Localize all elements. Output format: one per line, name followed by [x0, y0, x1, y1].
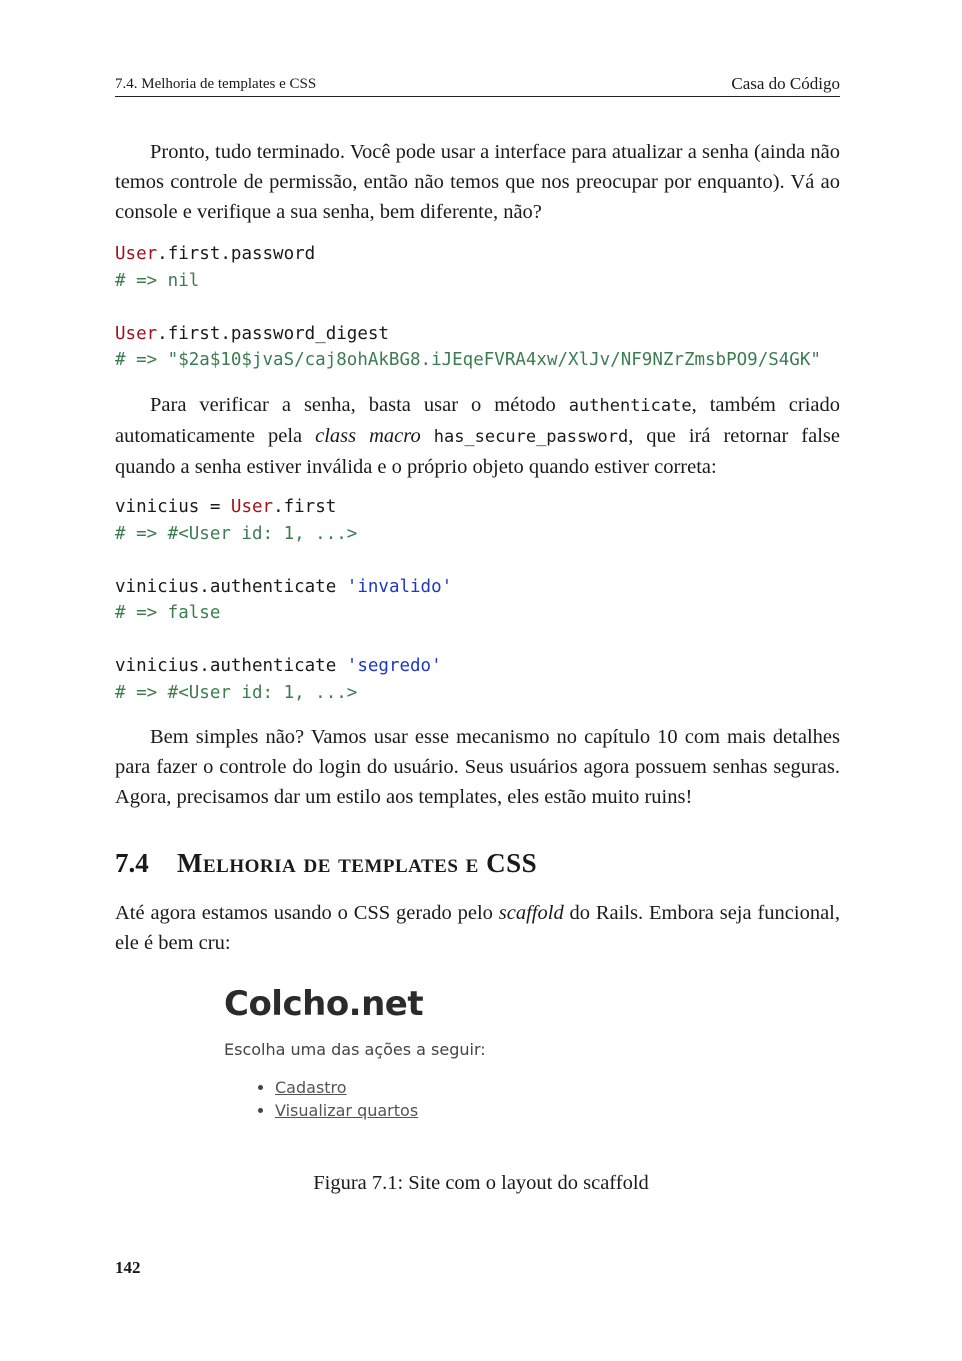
paragraph-intro: Pronto, tudo terminado. Você pode usar a interface para atualizar a senha (ainda não temos controle de permissão, então não temos que nos preocupar por enquanto). Vá ao console e verifique a sua senha, bem diferente, não?: [115, 141, 840, 223]
figure-subtitle: Escolha uma das ações a seguir:: [224, 1040, 486, 1059]
figure-link-list: [255, 1076, 418, 1122]
code-comment: # => false: [115, 603, 221, 623]
link-cadastro[interactable]: Cadastro: [275, 1078, 347, 1097]
code-comment: # => "$2a$10$jvaS/caj8ohAkBG8.iJEqeFVRA4xw/XlJv/NF9NZrZmsbPO9/S4GK": [115, 350, 821, 370]
code-comment: # => #<User id: 1, ...>: [115, 523, 358, 544]
figure-screenshot: [222, 980, 642, 1130]
emphasis-class-macro: class macro: [315, 425, 421, 447]
code-text: .first.password: [157, 244, 316, 264]
page-header: [115, 74, 840, 97]
code-string: 'invalido': [346, 576, 453, 597]
running-header-section: 7.4. Melhoria de templates e CSS: [115, 76, 317, 92]
section-title: Melhoria de templates e CSS: [177, 848, 538, 878]
code-text: .first.password_digest: [157, 323, 389, 344]
text-run: Para verificar a senha, basta usar o método: [150, 394, 569, 416]
emphasis-scaffold: scaffold: [498, 902, 564, 924]
inline-code-authenticate: authenticate: [568, 396, 692, 416]
text-run: [421, 425, 434, 447]
code-const: User: [230, 497, 274, 517]
code-text: vinicius.authenticate: [115, 576, 347, 597]
code-comment: # => nil: [115, 270, 200, 291]
code-const: User: [115, 323, 158, 344]
paragraph-scaffold: [115, 898, 840, 958]
running-header-book: Casa do Código: [731, 74, 840, 93]
text-run: , também criado automaticamente pela: [115, 394, 840, 447]
list-item: [275, 1076, 418, 1099]
list-item: [275, 1099, 418, 1122]
figure-caption: Figura 7.1: Site com o layout do scaffold: [313, 1172, 649, 1194]
text-run: , que irá retornar false quando a senha estiver inválida e o próprio objeto quando estiver correta:: [115, 425, 841, 478]
code-block-password: [115, 241, 855, 374]
text-run: do Rails. Embora seja funcional, ele é bem cru:: [115, 902, 840, 954]
code-string: 'segredo': [346, 656, 442, 676]
text-run: Até agora estamos usando o CSS gerado pelo: [115, 902, 499, 924]
code-text: vinicius.authenticate: [115, 656, 347, 676]
code-text: .first: [273, 497, 337, 517]
code-text: vinicius =: [115, 497, 231, 517]
figure-site-title: Colcho.net: [224, 984, 424, 1024]
code-comment: # => #<User id: 1, ...>: [115, 682, 358, 703]
section-number: 7.4: [115, 848, 149, 878]
page-number: 142: [115, 1258, 141, 1277]
section-heading: [115, 848, 840, 879]
inline-code-has-secure-password: has_secure_password: [433, 427, 629, 447]
code-const: User: [115, 244, 158, 264]
paragraph-authenticate: [115, 390, 840, 482]
code-block-authenticate: [115, 494, 855, 706]
link-visualizar-quartos[interactable]: Visualizar quartos: [275, 1101, 419, 1120]
paragraph-conclusion: Bem simples não? Vamos usar esse mecanismo no capítulo 10 com mais detalhes para fazer o controle do login do usuário. Seus usuários agora possuem senhas seguras. Agora, precisamos dar um estilo aos templates, eles estão muito ruins!: [115, 726, 840, 808]
